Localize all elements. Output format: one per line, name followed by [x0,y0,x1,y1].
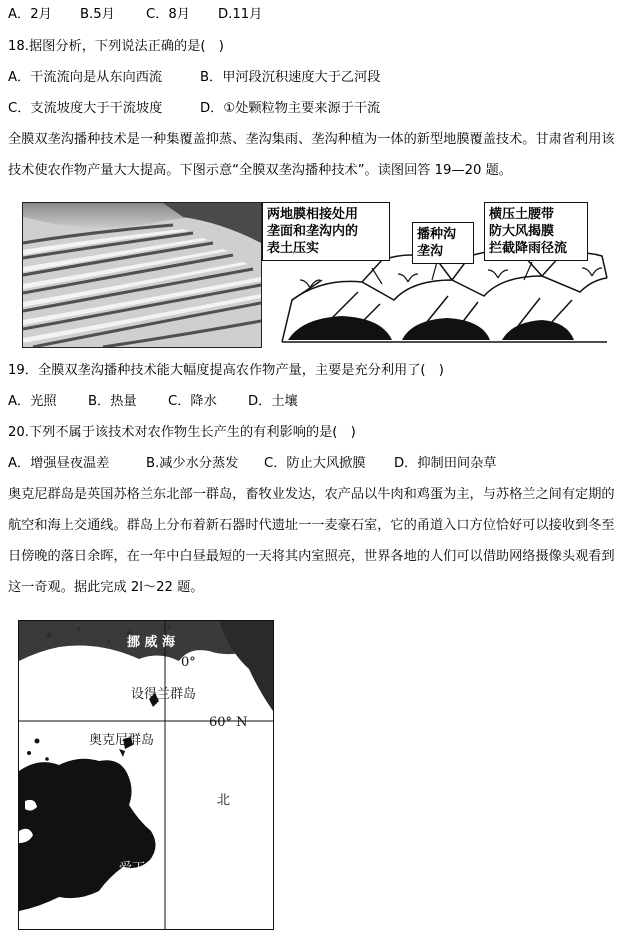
q20-option-c: C．防止大风掀膜 [264,456,366,471]
q19-option-d: D．土壤 [248,394,298,409]
q17-options [8,6,262,24]
callout-soil-belt-line2: 防大风揭膜 [489,224,555,239]
map-label-latitude: 60° N [209,715,248,730]
map-label-city: 爱丁堡 [119,861,159,876]
intro-paragraph-1: 全膜双垄沟播种技术是一种集覆盖抑蒸、垄沟集雨、垄沟种植为一体的新型地膜覆盖技术。甘肃省利用该技术使农作物产量大大提高。下图示意“全膜双垄沟播种技术”。读图回答 19—20 题。 [8,132,615,178]
q17-option-c: C．8月 [146,7,190,22]
callout-pressed-soil-line1: 两地膜相接处用 [267,207,359,222]
callout-pressed-soil-line3: 表土压实 [267,241,320,256]
q18-options-row1 [8,69,380,87]
q19-stem: 19．全膜双垄沟播种技术能大幅度提高农作物产量，主要是充分利用了( ) [8,363,444,378]
map-label-orkney: 奥克尼群岛 [89,733,155,748]
callout-soil-belt-line3: 拦截降雨径流 [489,241,568,256]
callout-seed-furrow-line2: 垄沟 [417,244,444,259]
callout-seed-furrow-line1: 播种沟 [417,227,457,242]
q19-options [8,393,298,411]
map-label-shetland: 设得兰群岛 [131,687,197,702]
q18-option-c: C．支流坡度大于干流坡度 [8,101,163,116]
q17-option-b: B.5月 [80,7,115,22]
field-photo [22,202,262,348]
callout-seed-furrow [412,222,474,264]
callout-pressed-soil-line2: 垄面和垄沟内的 [267,224,359,239]
q20-option-b: B.减少水分蒸发 [146,456,239,471]
q18-option-a: A．干流流向是从东向西流 [8,70,163,85]
callout-soil-belt [484,202,588,261]
q20-options [8,455,496,473]
q18-option-b: B．甲河段沉积速度大于乙河段 [200,70,381,85]
q18-options-row2 [8,100,380,118]
q19-option-b: B．热量 [88,394,137,409]
orkney-map [18,620,274,930]
q17-option-d: D.11月 [218,7,263,22]
callout-soil-belt-line1: 横压土腰带 [489,207,555,222]
q18-option-d: D．①处颗粒物主要来源于干流 [200,101,381,116]
intro-paragraph-2: 奥克尼群岛是英国苏格兰东北部一群岛，畜牧业发达，农产品以牛肉和鸡蛋为主，与苏格兰之间有定期的航空和海上交通线。群岛上分布着新石器时代遗址一一麦豪石室，它的甬道入口方位恰好可以接收到冬至日傍晚的落日余晖，在一年中白昼最短的一天将其内室照亮，世界各地的人们可以借助网络摄像头观看到这一奇观。据此完成 2l～22 题。 [8,487,615,595]
q20-option-a: A．增强昼夜温差 [8,456,110,471]
q17-option-a: A．2月 [8,7,52,22]
callout-pressed-soil [262,202,390,261]
q19-option-c: C．降水 [168,394,217,409]
q18-stem: 18.据图分析，下列说法正确的是( ) [8,39,224,54]
map-label-sea: 挪 威 海 [127,635,176,650]
q19-option-a: A．光照 [8,394,57,409]
map-label-north: 北 [217,793,231,808]
q20-stem: 20.下列不属于该技术对农作物生长产生的有利影响的是( ) [8,425,356,440]
ridge-furrow-diagram [262,200,614,350]
map-label-meridian: 0° [181,655,196,670]
q20-option-d: D．抑制田间杂草 [394,456,497,471]
